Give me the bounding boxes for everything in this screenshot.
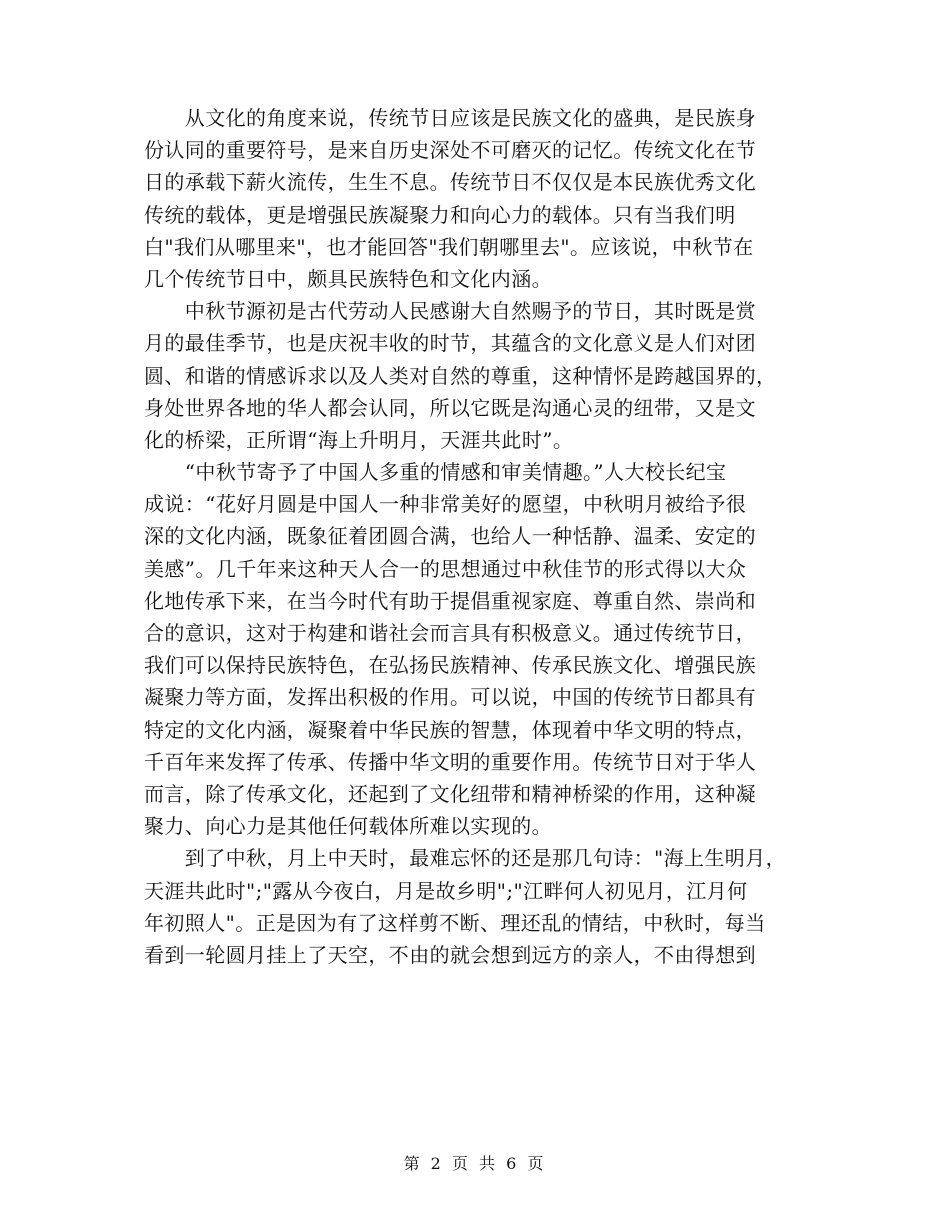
text-line: 化的桥梁，正所谓“海上升明月，天涯共此时”。 [144,427,574,452]
text-line: 看到一轮圆月挂上了天空，不由的就会想到远方的亲人，不由得想到 [144,942,756,967]
text-line: 圆、和谐的情感诉求以及人类对自然的尊重，这种情怀是跨越国界的， [144,363,777,388]
text-line: 化地传承下来，在当今时代有助于提倡重视家庭、尊重自然、崇尚和 [144,588,756,613]
text-line: 白"我们从哪里来"，也才能回答"我们朝哪里去"。应该说，中秋节在 [144,234,754,259]
text-line: 中秋节源初是古代劳动人民感谢大自然赐予的节日，其时既是赏 [144,299,756,324]
text-line: 合的意识，这对于构建和谐社会而言具有积极意义。通过传统节日， [144,621,756,645]
text-line: 传统的载体，更是增强民族凝聚力和向心力的载体。只有当我们明 [144,202,736,227]
text-line: 凝聚力等方面，发挥出积极的作用。可以说，中国的传统节日都具有 [144,685,756,710]
text-line: 年初照人"。正是因为有了这样剪不断、理还乱的情结，中秋时，每当 [144,910,766,935]
text-line: 深的文化内涵，既象征着团圆合满，也给人一种恬静、温柔、安定的 [144,524,756,549]
text-line: 日的承载下薪火流传，生生不息。传统节日不仅仅是本民族优秀文化 [144,170,756,195]
text-line: 成说：“花好月圆是中国人一种非常美好的愿望，中秋明月被给予很 [144,492,747,517]
text-line: 美感”。几千年来这种天人合一的思想通过中秋佳节的形式得以大众 [144,556,747,581]
text-line: 到了中秋，月上中天时，最难忘怀的还是那几句诗："海上生明月， [144,846,786,871]
text-line: “中秋节寄予了中国人多重的情感和审美情趣。”人大校长纪宝 [144,460,727,485]
text-line: 从文化的角度来说，传统节日应该是民族文化的盛典，是民族身 [144,106,756,130]
text-line: 聚力、向心力是其他任何载体所难以实现的。 [144,814,552,839]
text-line: 而言，除了传承文化，还起到了文化纽带和精神桥梁的作用，这种凝 [144,781,756,806]
body-text [144,102,814,971]
page-number-footer: 第 2 页 共 6 页 [403,1154,547,1173]
text-line: 份认同的重要符号，是来自历史深处不可磨灭的记忆。传统文化在节 [144,138,756,163]
text-line: 天涯共此时";"露从今夜白，月是故乡明";"江畔何人初见月，江月何 [144,878,748,903]
text-line: 身处世界各地的华人都会认同，所以它既是沟通心灵的纽带，又是文 [144,395,756,420]
text-line: 月的最佳季节，也是庆祝丰收的时节，其蕴含的文化意义是人们对团 [144,331,756,356]
text-line: 我们可以保持民族特色，在弘扬民族精神、传承民族文化、增强民族 [144,653,756,678]
text-line: 特定的文化内涵，凝聚着中华民族的智慧，体现着中华文明的特点， [144,717,756,742]
text-line: 几个传统节日中，颇具民族特色和文化内涵。 [144,266,552,291]
text-line: 千百年来发挥了传承、传播中华文明的重要作用。传统节日对于华人 [144,749,756,774]
